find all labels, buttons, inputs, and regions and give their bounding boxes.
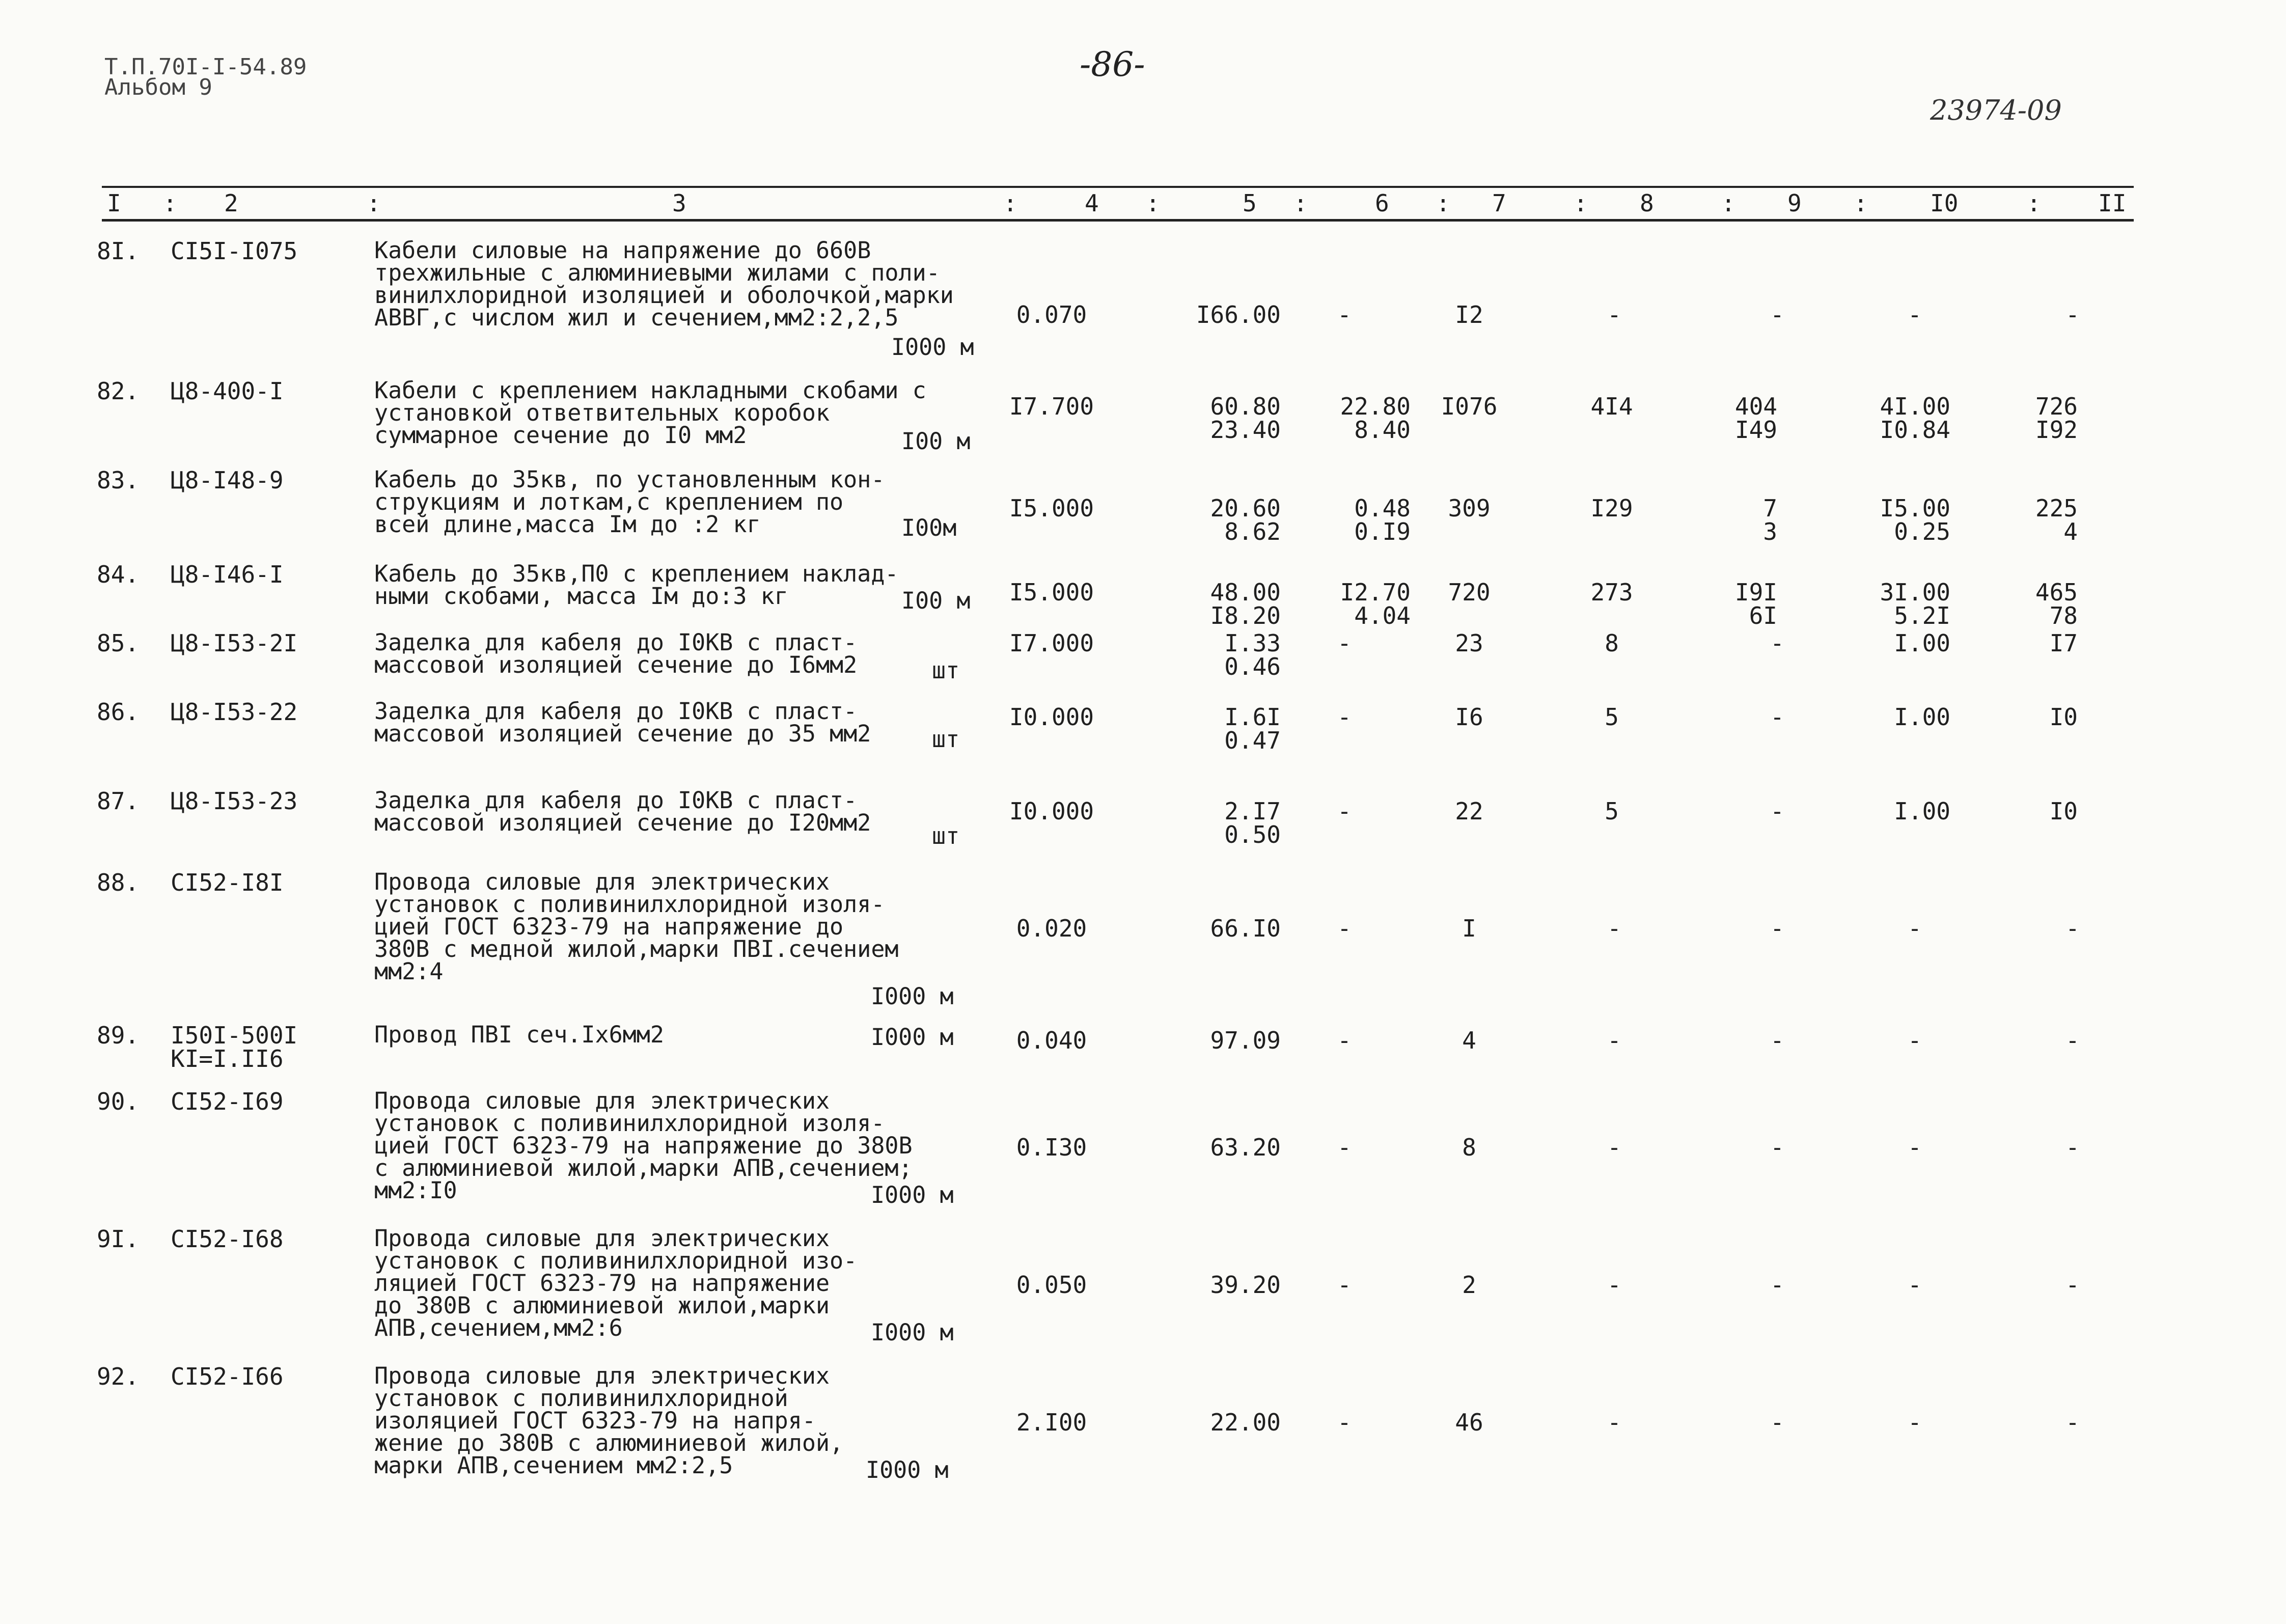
rate-code	[171, 466, 354, 494]
column-header: I0	[1930, 189, 1959, 217]
unit-cost-line: I.6I	[1224, 703, 1281, 731]
machine-total-line: -	[1770, 1409, 1784, 1436]
quantity: 0.050	[1016, 1271, 1087, 1299]
machine-cost-line: I2.70	[1340, 579, 1411, 606]
rate-code	[171, 1365, 354, 1388]
column-header: 6	[1375, 189, 1389, 217]
labor-total-line: I7	[2049, 629, 2078, 657]
wages-total: 273	[1590, 579, 1633, 606]
labor-hours-line: 5.2I	[1894, 602, 1950, 629]
column-separator: :	[1146, 189, 1160, 217]
description-line: до 380В с алюминиевой жилой,марки	[374, 1292, 830, 1319]
machine-total	[1752, 1273, 1803, 1297]
description-line: массовой изоляцией сечение до 35 мм2	[374, 720, 871, 747]
labor-total-line: -	[2065, 301, 2080, 328]
labor-total	[2047, 1273, 2098, 1297]
machine-total	[1752, 917, 1803, 940]
labor-hours-line: -	[1908, 1134, 1922, 1161]
rate-code	[171, 239, 354, 263]
machine-total-line: 3	[1763, 518, 1777, 545]
wages-total: -	[1607, 915, 1621, 942]
labor-total	[1986, 631, 2078, 655]
column-separator: :	[1721, 189, 1736, 217]
rate-code-line: Ц8-I46-I	[171, 561, 284, 588]
row-number: 89.	[97, 1022, 140, 1049]
labor-hours-line: -	[1908, 915, 1922, 942]
description-line: Кабели с креплением накладными скобами с	[374, 377, 926, 404]
machine-cost-line: -	[1337, 629, 1352, 657]
column-header: 2	[224, 189, 238, 217]
document-code: Т.П.70I-I-54.89	[104, 54, 307, 80]
description-line: жение до 380В с алюминиевой жилой,	[374, 1429, 844, 1456]
rate-code-line: CI5I-I075	[171, 237, 298, 265]
labor-hours-line: 0.25	[1894, 518, 1950, 545]
rate-code-line: CI52-I68	[171, 1225, 284, 1253]
description-line: изоляцией ГОСТ 6323-79 на напря-	[374, 1407, 816, 1434]
labor-total	[1986, 581, 2078, 627]
labor-total	[2047, 1029, 2098, 1052]
measure-unit: I00 м	[901, 587, 971, 614]
machine-total-line: -	[1770, 301, 1784, 328]
wages-total: -	[1607, 1134, 1621, 1161]
rate-code-line: Ц8-400-I	[171, 377, 284, 405]
labor-hours	[1889, 1029, 1940, 1052]
machine-cost-line: -	[1337, 301, 1352, 328]
rate-code-line: CI52-I66	[171, 1363, 284, 1390]
labor-total	[2047, 1136, 2098, 1159]
description-line: суммарное сечение до I0 мм2	[374, 422, 747, 449]
description-line: массовой изоляцией сечение до I20мм2	[374, 809, 871, 836]
description-line: мм2:I0	[374, 1177, 457, 1204]
total-cost: 46	[1455, 1409, 1483, 1436]
labor-total-line: -	[2065, 1409, 2080, 1436]
machine-cost	[1319, 1029, 1370, 1052]
machine-total	[1752, 303, 1803, 326]
column-separator: :	[1003, 189, 1017, 217]
description-line: Заделка для кабеля до I0КВ с пласт-	[374, 698, 858, 725]
unit-cost-line: 60.80	[1210, 393, 1281, 420]
labor-total	[2047, 303, 2098, 326]
machine-total	[1701, 395, 1777, 442]
unit-cost	[1133, 395, 1281, 442]
total-cost: 4	[1462, 1027, 1476, 1054]
description-line: Провода силовые для электрических	[374, 1087, 830, 1114]
rate-code-line: КI=I.II6	[171, 1045, 284, 1072]
rate-code-line: Ц8-I53-2I	[171, 629, 298, 657]
column-header: 7	[1492, 189, 1506, 217]
machine-total-line: -	[1770, 1027, 1784, 1054]
registration-number: 23974-09	[1930, 94, 2062, 126]
description-line: с алюминиевой жилой,марки АПВ,сечением;	[374, 1154, 913, 1181]
unit-cost-line: 22.00	[1210, 1409, 1281, 1436]
row-number: 86.	[97, 698, 140, 726]
machine-cost-line: 4.04	[1354, 602, 1411, 629]
unit-cost-line: 66.I0	[1210, 915, 1281, 942]
work-description	[374, 239, 990, 329]
rate-code-line: I50I-500I	[171, 1022, 298, 1049]
column-separator: :	[1293, 189, 1308, 217]
total-cost: 309	[1448, 494, 1491, 522]
labor-hours-line: I5.00	[1880, 494, 1950, 522]
work-description	[374, 560, 990, 610]
machine-cost	[1293, 581, 1411, 627]
rate-code	[171, 700, 354, 724]
description-line: мм2:4	[374, 958, 444, 985]
work-description	[374, 700, 990, 745]
labor-total-line: -	[2065, 1134, 2080, 1161]
rate-code	[171, 789, 354, 813]
rate-code-line: Ц8-I53-23	[171, 787, 298, 815]
quantity: I5.000	[1009, 494, 1094, 522]
labor-total-line: 465	[2035, 579, 2078, 606]
machine-total-line: -	[1770, 915, 1784, 942]
work-description	[374, 466, 990, 538]
labor-hours-line: 3I.00	[1880, 579, 1950, 606]
column-separator: :	[1574, 189, 1588, 217]
total-cost: 22	[1455, 797, 1483, 825]
unit-cost	[1133, 631, 1281, 678]
rate-code	[171, 563, 354, 586]
rate-code-line: Ц8-I48-9	[171, 466, 284, 494]
measure-unit: шт	[932, 726, 960, 753]
machine-total	[1752, 631, 1803, 655]
quantity: I7.700	[1009, 393, 1094, 420]
quantity: I7.000	[1009, 629, 1094, 657]
machine-total-line: I49	[1734, 416, 1777, 444]
unit-cost	[1133, 797, 1281, 848]
machine-total	[1752, 797, 1803, 825]
row-number: 87.	[97, 787, 140, 815]
unit-cost-line: 20.60	[1210, 494, 1281, 522]
description-line: цией ГОСТ 6323-79 на напряжение до 380В	[374, 1132, 913, 1159]
unit-cost-line: I8.20	[1210, 602, 1281, 629]
total-cost: 720	[1448, 579, 1491, 606]
row-number: 88.	[97, 869, 140, 896]
column-separator: :	[2027, 189, 2041, 217]
labor-hours	[1889, 1136, 1940, 1159]
labor-hours-line: I0.84	[1880, 416, 1950, 444]
description-line: 380В с медной жилой,марки ПВI.сечением	[374, 935, 899, 962]
description-line: Заделка для кабеля до I0КВ с пласт-	[374, 629, 858, 656]
machine-cost	[1293, 395, 1411, 442]
labor-total	[2047, 917, 2098, 940]
unit-cost	[1133, 1411, 1281, 1434]
unit-cost-line: 0.46	[1224, 653, 1281, 680]
measure-unit: I000 м	[871, 1319, 954, 1346]
rate-code-line: CI52-I8I	[171, 869, 284, 896]
work-description	[374, 789, 990, 834]
machine-cost	[1319, 917, 1370, 940]
machine-total-line: -	[1770, 703, 1784, 731]
machine-cost-line: 8.40	[1354, 416, 1411, 444]
rate-code	[171, 631, 354, 655]
labor-hours-line: -	[1908, 1027, 1922, 1054]
row-number: 90.	[97, 1088, 140, 1115]
album-label: Альбом 9	[104, 74, 212, 100]
wages-total: -	[1607, 1027, 1621, 1054]
unit-cost-line: 97.09	[1210, 1027, 1281, 1054]
labor-total	[1986, 395, 2078, 442]
measure-unit: I000 м	[866, 1456, 949, 1483]
description-line: установок с поливинилхлоридной изо-	[374, 1247, 858, 1274]
machine-total	[1701, 581, 1777, 627]
description-line: Кабель до 35кв, по установленным кон-	[374, 466, 885, 493]
labor-hours	[1889, 917, 1940, 940]
machine-cost-line: -	[1337, 915, 1352, 942]
labor-total	[1986, 705, 2078, 729]
description-line: ными скобами, масса Iм до:3 кг	[374, 583, 788, 610]
column-header: I	[107, 189, 121, 217]
labor-total-line: -	[2065, 915, 2080, 942]
machine-cost-line: -	[1337, 1134, 1352, 1161]
labor-total-line: -	[2065, 1027, 2080, 1054]
measure-unit: I000 м	[871, 1024, 954, 1051]
machine-cost-line: -	[1337, 1271, 1352, 1299]
description-line: струкциям и лоткам,с креплением по	[374, 488, 844, 515]
description-line: Провод ПВI сеч.Iх6мм2	[374, 1021, 664, 1048]
total-cost: 8	[1462, 1134, 1476, 1161]
wages-total: -	[1607, 301, 1621, 328]
column-header: II	[2098, 189, 2127, 217]
description-line: марки АПВ,сечением мм2:2,5	[374, 1452, 733, 1479]
work-description	[374, 631, 990, 676]
quantity: 0.040	[1016, 1027, 1087, 1054]
labor-hours	[1889, 303, 1940, 326]
machine-total-line: 404	[1734, 393, 1777, 420]
unit-cost-line: 0.50	[1224, 821, 1281, 848]
wages-total: -	[1607, 1409, 1621, 1436]
unit-cost	[1133, 705, 1281, 752]
labor-hours-line: -	[1908, 301, 1922, 328]
unit-cost	[1133, 1136, 1281, 1159]
machine-total-line: -	[1770, 797, 1784, 825]
machine-total-line: -	[1770, 1271, 1784, 1299]
labor-total-line: 225	[2035, 494, 2078, 522]
wages-total: 8	[1605, 629, 1619, 657]
column-header: 5	[1243, 189, 1257, 217]
measure-unit: шт	[932, 822, 960, 849]
machine-total-line: 6I	[1749, 602, 1777, 629]
labor-hours	[1889, 1273, 1940, 1297]
labor-hours	[1818, 581, 1950, 627]
column-header: 3	[672, 189, 686, 217]
machine-total-line: -	[1770, 1134, 1784, 1161]
labor-hours-line: I.00	[1894, 629, 1950, 657]
column-separator: :	[1436, 189, 1450, 217]
quantity: 0.070	[1016, 301, 1087, 328]
labor-hours	[1818, 395, 1950, 442]
unit-cost-line: I.33	[1224, 629, 1281, 657]
column-header: 9	[1787, 189, 1802, 217]
unit-cost-line: 23.40	[1210, 416, 1281, 444]
description-line: Провода силовые для электрических	[374, 1362, 830, 1389]
measure-unit: I000 м	[871, 1181, 954, 1208]
unit-cost-line: 39.20	[1210, 1271, 1281, 1299]
machine-cost-line: 0.I9	[1354, 518, 1411, 545]
labor-hours-line: I.00	[1894, 797, 1950, 825]
description-line: массовой изоляцией сечение до I6мм2	[374, 651, 858, 678]
description-line: АПВ,сечением,мм2:6	[374, 1314, 623, 1341]
machine-total-line: -	[1770, 629, 1784, 657]
machine-cost-line: 0.48	[1354, 494, 1411, 522]
quantity: 0.I30	[1016, 1134, 1087, 1161]
total-cost: 2	[1462, 1271, 1476, 1299]
labor-total	[2047, 1411, 2098, 1434]
description-line: Кабели силовые на напряжение до 660В	[374, 237, 871, 264]
labor-total-line: -	[2065, 1271, 2080, 1299]
rate-code	[171, 379, 354, 403]
column-separator: :	[1854, 189, 1868, 217]
machine-total-line: I9I	[1734, 579, 1777, 606]
description-line: Провода силовые для электрических	[374, 1225, 830, 1252]
unit-cost	[1133, 917, 1281, 940]
column-separator: :	[367, 189, 381, 217]
description-line: установок с поливинилхлоридной изоля-	[374, 891, 885, 918]
description-line: установкой ответвительных коробок	[374, 399, 830, 426]
row-number: 83.	[97, 466, 140, 494]
labor-total-line: 78	[2049, 602, 2078, 629]
column-header: 4	[1085, 189, 1099, 217]
description-line: Кабель до 35кв,П0 с креплением наклад-	[374, 560, 899, 587]
row-number: 8I.	[97, 237, 140, 265]
wages-total: -	[1607, 1271, 1621, 1299]
description-line: Провода силовые для электрических	[374, 868, 830, 895]
wages-total: 5	[1605, 797, 1619, 825]
measure-unit: I000 м	[871, 983, 954, 1010]
rate-code	[171, 871, 354, 894]
unit-cost-line: 2.I7	[1224, 797, 1281, 825]
total-cost: I	[1462, 915, 1476, 942]
machine-cost	[1319, 631, 1370, 655]
wages-total: 5	[1605, 703, 1619, 731]
labor-hours-line: I.00	[1894, 703, 1950, 731]
row-number: 85.	[97, 629, 140, 657]
labor-total-line: I0	[2049, 797, 2078, 825]
labor-hours	[1889, 1411, 1940, 1434]
machine-cost	[1293, 494, 1411, 545]
table-header-rule	[102, 219, 2134, 222]
page-number: -86-	[1080, 45, 1145, 84]
rate-code	[171, 1024, 354, 1070]
measure-unit: шт	[932, 657, 960, 684]
labor-total-line: 4	[2063, 518, 2078, 545]
measure-unit: I000 м	[891, 334, 974, 361]
column-separator: :	[163, 189, 177, 217]
machine-cost-line: -	[1337, 703, 1352, 731]
quantity: I0.000	[1009, 797, 1094, 825]
labor-hours-line: -	[1908, 1271, 1922, 1299]
quantity: 0.020	[1016, 915, 1087, 942]
unit-cost-line: 8.62	[1224, 518, 1281, 545]
machine-cost-line: -	[1337, 1027, 1352, 1054]
wages-total: 4I4	[1590, 393, 1633, 420]
labor-hours	[1818, 494, 1950, 545]
machine-total	[1752, 1029, 1803, 1052]
total-cost: I6	[1455, 703, 1483, 731]
description-line: АВВГ,с числом жил и сечением,мм2:2,2,5	[374, 304, 899, 331]
table-top-rule	[102, 186, 2134, 188]
description-line: установок с поливинилхлоридной изоля-	[374, 1110, 885, 1137]
labor-hours	[1818, 705, 1950, 729]
unit-cost	[1133, 1273, 1281, 1297]
unit-cost-line: I66.00	[1196, 301, 1281, 328]
total-cost: I076	[1441, 393, 1498, 420]
description-line: установок с поливинилхлоридной	[374, 1385, 788, 1412]
labor-hours-line: -	[1908, 1409, 1922, 1436]
unit-cost-line: 0.47	[1224, 727, 1281, 754]
row-number: 82.	[97, 377, 140, 405]
description-line: трехжильные с алюминиевыми жилами с поли-	[374, 259, 940, 286]
rate-code	[171, 1227, 354, 1251]
unit-cost-line: 48.00	[1210, 579, 1281, 606]
unit-cost	[1133, 494, 1281, 545]
measure-unit: I00м	[901, 514, 957, 541]
unit-cost-line: 63.20	[1210, 1134, 1281, 1161]
rate-code-line: CI52-I69	[171, 1088, 284, 1115]
total-cost: I2	[1455, 301, 1483, 328]
machine-total	[1752, 1136, 1803, 1159]
machine-cost	[1319, 1411, 1370, 1434]
description-line: ляцией ГОСТ 6323-79 на напряжение	[374, 1270, 830, 1297]
machine-cost	[1319, 705, 1370, 729]
measure-unit: I00 м	[901, 428, 971, 455]
wages-total: I29	[1590, 494, 1633, 522]
rate-code	[171, 1090, 354, 1113]
row-number: 92.	[97, 1363, 140, 1390]
quantity: I0.000	[1009, 703, 1094, 731]
labor-total-line: I0	[2049, 703, 2078, 731]
machine-total	[1701, 494, 1777, 545]
labor-total-line: 726	[2035, 393, 2078, 420]
machine-total	[1752, 1411, 1803, 1434]
labor-total	[1986, 494, 2078, 545]
row-number: 9I.	[97, 1225, 140, 1253]
unit-cost	[1133, 1029, 1281, 1052]
description-line: Заделка для кабеля до I0КВ с пласт-	[374, 787, 858, 814]
machine-cost	[1319, 1136, 1370, 1159]
unit-cost	[1133, 303, 1281, 326]
machine-cost	[1319, 797, 1370, 825]
machine-cost	[1319, 1273, 1370, 1297]
labor-hours-line: 4I.00	[1880, 393, 1950, 420]
machine-cost-line: 22.80	[1340, 393, 1411, 420]
work-description	[374, 379, 990, 447]
unit-cost	[1133, 581, 1281, 627]
labor-total	[1986, 797, 2078, 825]
description-line: цией ГОСТ 6323-79 на напряжение до	[374, 913, 844, 940]
row-number: 84.	[97, 561, 140, 588]
description-line: всей длине,масса Iм до :2 кг	[374, 511, 761, 538]
total-cost: 23	[1455, 629, 1483, 657]
quantity: I5.000	[1009, 579, 1094, 606]
rate-code-line: Ц8-I53-22	[171, 698, 298, 726]
work-description	[374, 868, 990, 985]
labor-hours	[1818, 631, 1950, 655]
machine-cost	[1319, 303, 1370, 326]
column-header: 8	[1640, 189, 1654, 217]
machine-total-line: 7	[1763, 494, 1777, 522]
machine-total	[1752, 705, 1803, 729]
quantity: 2.I00	[1016, 1409, 1087, 1436]
machine-cost-line: -	[1337, 797, 1352, 825]
labor-hours	[1818, 797, 1950, 825]
machine-cost-line: -	[1337, 1409, 1352, 1436]
labor-total-line: I92	[2035, 416, 2078, 444]
description-line: винилхлоридной изоляцией и оболочкой,марки	[374, 282, 954, 309]
